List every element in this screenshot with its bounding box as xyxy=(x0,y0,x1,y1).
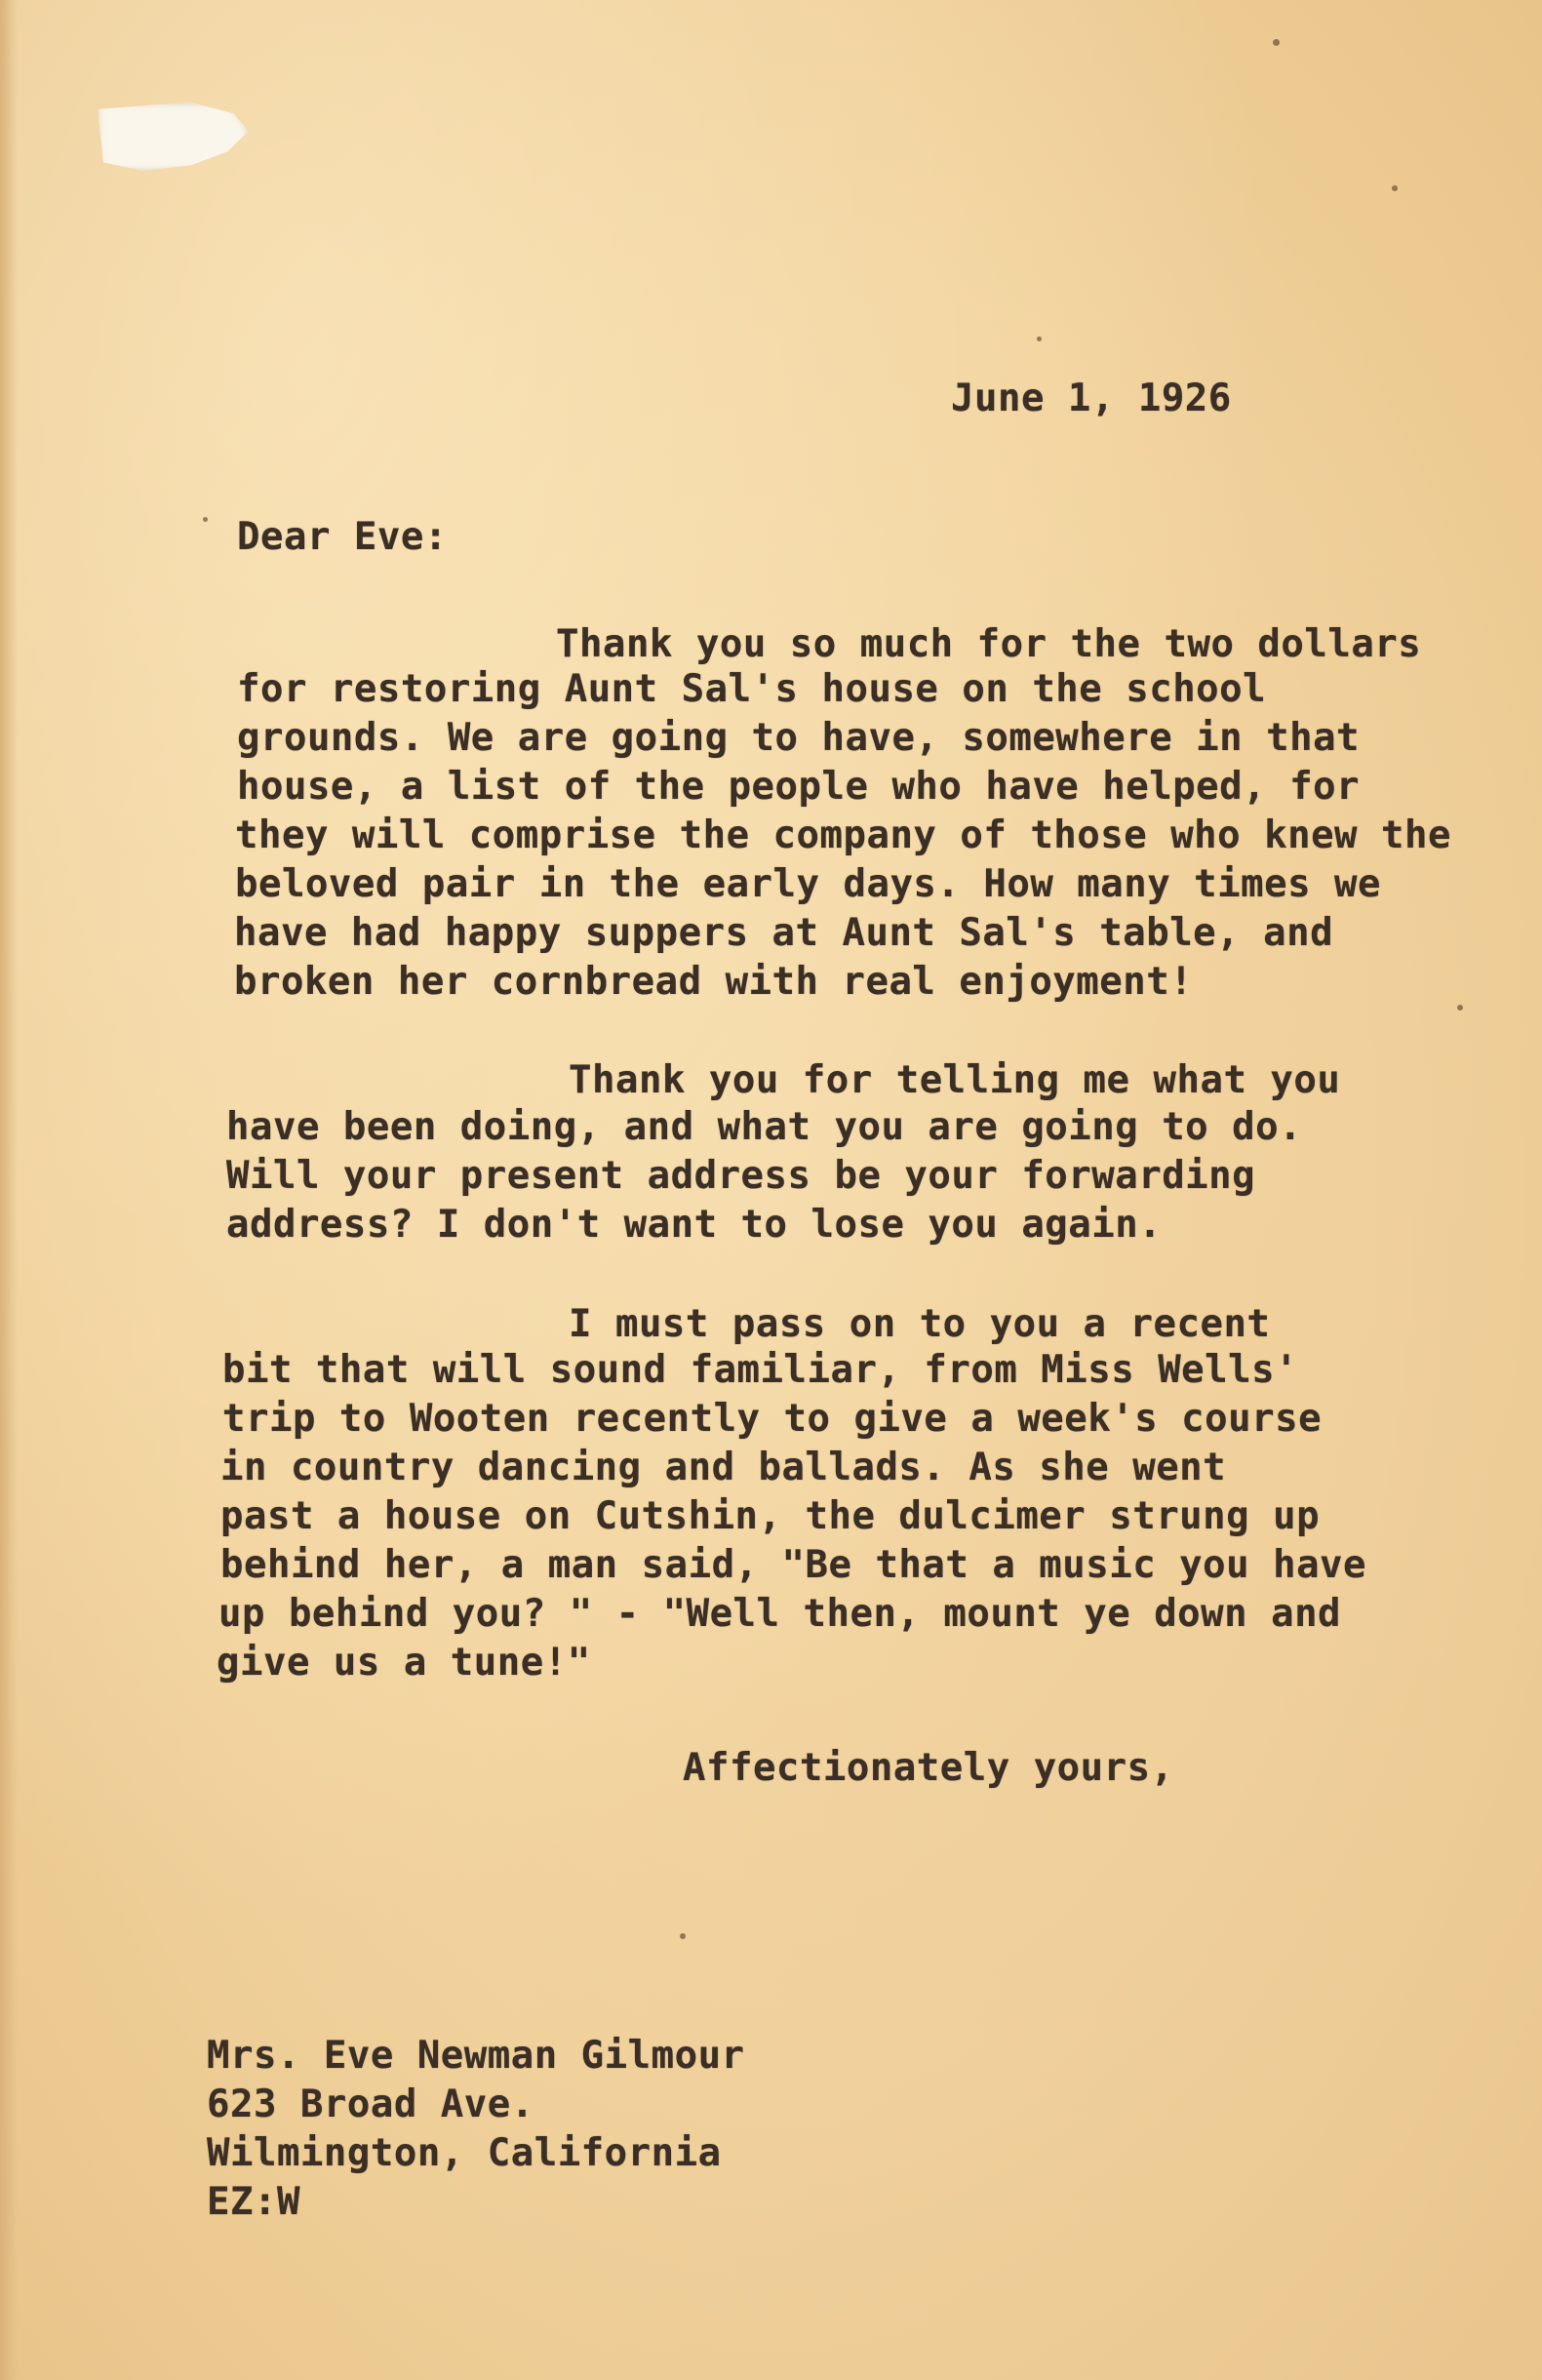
paper-speck xyxy=(1037,337,1042,341)
salutation: Dear Eve: xyxy=(237,515,448,559)
paper-speck xyxy=(1273,39,1280,46)
paper-speck xyxy=(680,1933,686,1939)
paragraph-3-line: bit that will sound familiar, from Miss Wells' xyxy=(222,1348,1299,1392)
letter-date: June 1, 1926 xyxy=(951,377,1232,420)
paragraph-3-line: give us a tune!" xyxy=(217,1641,591,1685)
recipient-street: 623 Broad Ave. xyxy=(207,2082,534,2126)
paragraph-3-line: behind her, a man said, "Be that a music you have xyxy=(220,1543,1367,1587)
paragraph-2-line: Thank you for telling me what you xyxy=(569,1058,1341,1102)
paper-speck xyxy=(1392,185,1398,191)
reference-initials: EZ:W xyxy=(207,2180,300,2224)
paragraph-1-line: beloved pair in the early days. How many times we xyxy=(235,862,1382,906)
paragraph-1-line: Thank you so much for the two dollars xyxy=(556,622,1422,666)
paragraph-1-line: have had happy suppers at Aunt Sal's table, and xyxy=(234,911,1334,955)
torn-corner-mark xyxy=(98,102,249,171)
paragraph-1-line: house, a list of the people who have helped, for xyxy=(237,765,1361,809)
paragraph-2-line: Will your present address be your forwarding xyxy=(226,1154,1256,1198)
paragraph-3-line: in country dancing and ballads. As she went xyxy=(220,1446,1227,1489)
paragraph-3-line: I must pass on to you a recent xyxy=(569,1302,1271,1346)
paragraph-2-line: address? I don't want to lose you again. xyxy=(226,1203,1163,1247)
paragraph-1-line: for restoring Aunt Sal's house on the school xyxy=(237,667,1267,711)
paper-speck xyxy=(203,517,208,522)
paragraph-2-line: have been doing, and what you are going to do. xyxy=(226,1105,1303,1149)
closing: Affectionately yours, xyxy=(683,1746,1174,1790)
paragraph-3-line: up behind you? " - "Well then, mount ye down and xyxy=(218,1592,1342,1636)
paper-edge-shadow xyxy=(0,0,18,2380)
paragraph-3-line: past a house on Cutshin, the dulcimer strung up xyxy=(220,1494,1321,1538)
paragraph-3-line: trip to Wooten recently to give a week's course xyxy=(222,1397,1323,1441)
paragraph-1-line: they will comprise the company of those who knew the xyxy=(235,813,1451,857)
paper-speck xyxy=(1457,1005,1463,1011)
paragraph-1-line: grounds. We are going to have, somewhere in that xyxy=(237,716,1361,760)
recipient-city: Wilmington, California xyxy=(207,2131,722,2175)
paragraph-1-line: broken her cornbread with real enjoyment! xyxy=(234,960,1194,1004)
recipient-name: Mrs. Eve Newman Gilmour xyxy=(207,2034,745,2078)
